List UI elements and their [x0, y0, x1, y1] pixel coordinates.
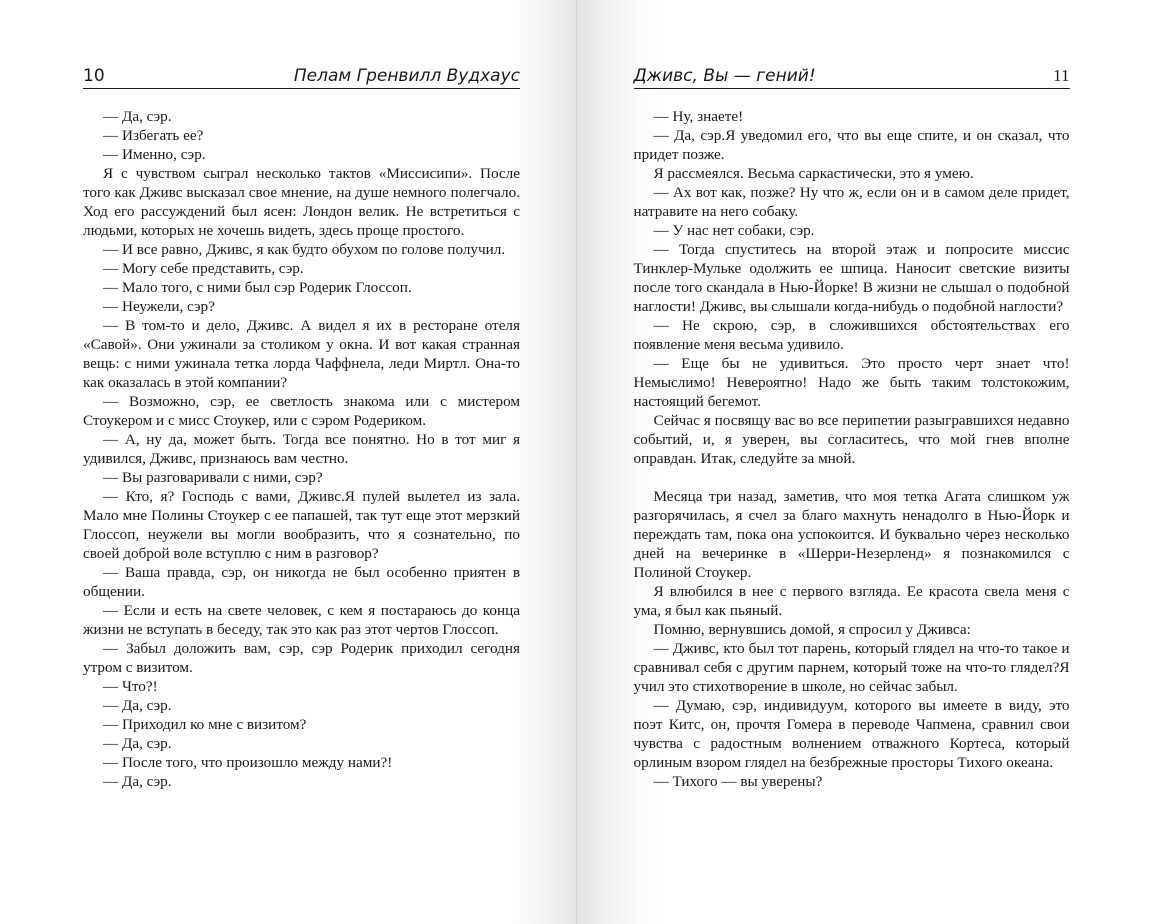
paragraph: — Вы разговаривали с ними, сэр? — [103, 469, 323, 486]
paragraph: — Тогда спуститесь на второй этаж и попросите миссис Тинклер-Мульке одолжить ее шпица. Наносит светские визиты после того скандала в Нью-Йорке! В жизни не слышал о подобной наглости! Дживс, вы слышали когда-нибудь о подобной наглости? — [633, 241, 1070, 315]
paragraph: — Не скрою, сэр, в сложившихся обстоятельствах его появление меня весьма удивило. — [633, 317, 1070, 353]
right-page-text — [634, 107, 1070, 791]
right-page — [576, 0, 1149, 924]
paragraph: — Кто, я? Господь с вами, Дживс.Я пулей вылетел из зала. Мало мне Полины Стоукер с ее папашей, так тут еще этот мерзкий Глоссоп, неужели вы могли вообразить, что я сознательно, по своей доброй воле вступлю с ним в разговор? — [83, 488, 520, 562]
paragraph: — Приходил ко мне с визитом? — [103, 716, 307, 733]
paragraph: Я рассмеялся. Весьма саркастически, это я умею. — [653, 165, 974, 182]
paragraph: — После того, что произошло между нами?! — [103, 754, 393, 771]
paragraph: Я влюбился в нее с первого взгляда. Ее красота свела меня с ума, я был как пьяный. — [633, 583, 1070, 619]
paragraph: — Возможно, сэр, ее светлость знакома или с мистером Стоукером и с мисс Стоукер, или с сэром Родериком. — [83, 393, 520, 429]
paragraph: Месяца три назад, заметив, что моя тетка Агата слишком уж разгорячилась, я счел за благо махнуть ненадолго в Нью-Йорк и переждать там, пока она успокоится. И буквально через несколько дней на вечеринке в «Шерри-Незерленд» я познакомился с Полиной Стоукер. — [633, 488, 1070, 581]
paragraph: — Мало того, с ними был сэр Родерик Глоссоп. — [103, 279, 412, 296]
paragraph: — Неужели, сэр? — [103, 298, 215, 315]
paragraph: — У нас нет собаки, сэр. — [653, 222, 815, 239]
paragraph: Я с чувством сыграл несколько тактов «Миссисипи». После того как Дживс высказал свое мнение, на душе немного полегчало. Ход его рассуждений был ясен: Лондон велик. Не встретиться с людьми, которых не хочешь видеть, здесь проще простого. — [83, 165, 520, 239]
paragraph: — Ну, знаете! — [653, 108, 744, 125]
paragraph: — Что?! — [103, 678, 158, 695]
paragraph: — Да, сэр. — [103, 697, 172, 714]
paragraph: — Могу себе представить, сэр. — [103, 260, 304, 277]
left-running-header — [83, 62, 520, 89]
paragraph: — И все равно, Дживс, я как будто обухом по голове получил. — [103, 241, 506, 258]
left-page-text — [83, 107, 520, 791]
page-number: 11 — [1053, 66, 1070, 85]
right-running-header — [634, 62, 1070, 89]
paragraph: — Да, сэр. — [103, 108, 172, 125]
paragraph: — Да, сэр. — [103, 735, 172, 752]
paragraph: — Да, сэр.Я уведомил его, что вы еще спите, и он сказал, что придет позже. — [633, 127, 1070, 163]
paragraph: — Именно, сэр. — [103, 146, 206, 163]
page-number: 10 — [83, 66, 105, 86]
running-title-author: Пелам Гренвилл Вудхаус — [293, 66, 520, 86]
paragraph: Сейчас я посвящу вас во все перипетии разыгравшихся недавно событий, и, я уверен, вы согласитесь, что мой гнев вполне оправдан. Итак, следуйте за мной. — [633, 412, 1070, 467]
paragraph: — Избегать ее? — [103, 127, 204, 144]
paragraph: — Если и есть на свете человек, с кем я постараюсь до конца жизни не вступать в беседу, так это как раз этот чертов Глоссоп. — [83, 602, 520, 638]
paragraph: — Тихого — вы уверены? — [653, 773, 823, 790]
running-title-book: Дживс, Вы — гений! — [633, 66, 816, 86]
paragraph: — Забыл доложить вам, сэр, сэр Родерик приходил сегодня утром с визитом. — [83, 640, 520, 676]
paragraph: Помню, вернувшись домой, я спросил у Дживса: — [653, 621, 971, 638]
paragraph: — Дживс, кто был тот парень, который глядел на что-то такое и сравнивал себя с другим парнем, который тоже на что-то глядел?Я учил это стихотворение в школе, но сейчас забыл. — [633, 640, 1070, 695]
paragraph: — Ах вот как, позже? Ну что ж, если он и в самом деле придет, натравите на него собаку. — [633, 184, 1070, 220]
paragraph: — А, ну да, может быть. Тогда все понятно. Но в тот миг я удивился, Дживс, признаюсь вам честно. — [83, 431, 520, 467]
paragraph: — В том-то и дело, Дживс. А видел я их в ресторане отеля «Савой». Они ужинали за столиком у окна. И вот какая странная вещь: с ними ужинала тетка лорда Чаффнела, леди Миртл. Она-то как оказалась в этой компании? — [83, 317, 520, 391]
paragraph: — Да, сэр. — [103, 773, 172, 790]
paragraph: — Еще бы не удивиться. Это просто черт знает что! Немыслимо! Невероятно! Надо же быть таким толстокожим, настоящий бегемот. — [633, 355, 1070, 410]
paragraph: — Думаю, сэр, индивидуум, которого вы имеете в виду, это поэт Китс, он, прочтя Гомера в переводе Чапмена, сравнил свои чувства с радостным волнением отважного Кортеса, который орлиным взором глядел на безбрежные просторы Тихого океана. — [633, 697, 1070, 771]
paragraph: — Ваша правда, сэр, он никогда не был особенно приятен в общении. — [83, 564, 520, 600]
